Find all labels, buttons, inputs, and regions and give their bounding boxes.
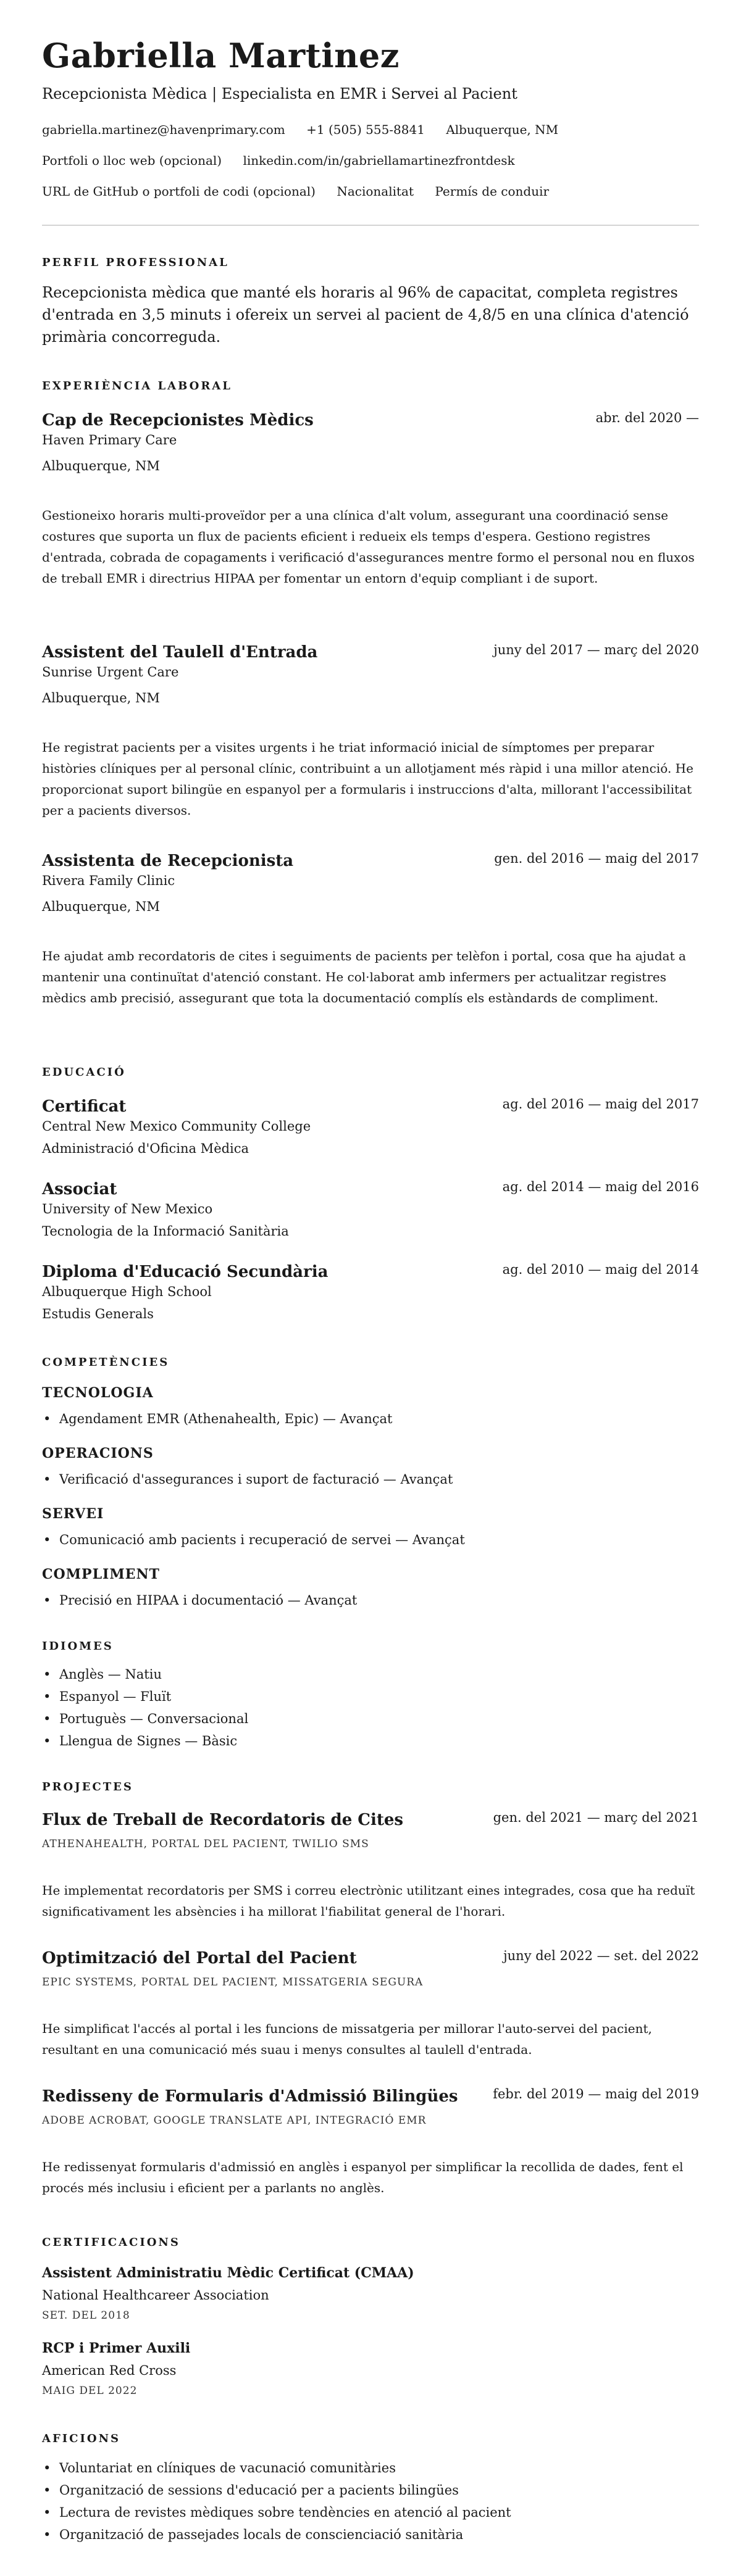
job-description: He ajudat amb recordatoris de cites i seguiments de pacients per telèfon i portal, cosa que ha ajudat a mantenir una continuïtat d'atenció constant. He col·laborat amb infermers per actualitzar registres mèdics amb precisió, assegurant que tota la documentació complís els estàndards de compliment. — [42, 949, 686, 1005]
cert-date: MAIG DEL 2022 — [42, 2385, 138, 2397]
skills-heading: COMPETÈNCIES — [42, 1356, 170, 1369]
education-degree: Certificat — [42, 1097, 127, 1116]
job-company: Rivera Family Clinic — [42, 873, 175, 888]
contact-row-2 — [42, 152, 532, 169]
project-tech: EPIC SYSTEMS, PORTAL DEL PACIENT, MISSATGERIA SEGURA — [42, 1976, 424, 1988]
job-title: Assistent del Taulell d'Entrada — [42, 643, 318, 662]
hobby-item: • Voluntariat en clíniques de vacunació comunitàries — [59, 2459, 396, 2477]
project-title: Flux de Treball de Recordatoris de Cites — [42, 1811, 404, 1829]
language-item: • Portuguès — Conversacional — [59, 1710, 248, 1728]
contact-row-1 — [42, 121, 576, 138]
profile-heading: PERFIL PROFESSIONAL — [42, 256, 229, 269]
portfolio-link[interactable]: Portfoli o lloc web (opcional) — [42, 153, 222, 168]
project-dates: juny del 2022 — set. del 2022 — [503, 1948, 699, 1963]
education-dates: ag. del 2010 — maig del 2014 — [502, 1262, 699, 1277]
education-dates: ag. del 2016 — maig del 2017 — [502, 1097, 699, 1111]
cert-issuer: American Red Cross — [42, 2363, 177, 2378]
project-title: Optimització del Portal del Pacient — [42, 1949, 357, 1967]
education-field: Estudis Generals — [42, 1307, 154, 1321]
skill-group-name: SERVEI — [42, 1506, 104, 1522]
hobby-item: • Organització de passejades locals de conscienciació sanitària — [59, 2525, 463, 2544]
phone-number: +1 (505) 555-8841 — [306, 122, 425, 137]
education-degree: Diploma d'Educació Secundària — [42, 1263, 329, 1281]
skill-group-name: TECNOLOGIA — [42, 1385, 154, 1401]
cert-title: RCP i Primer Auxili — [42, 2340, 191, 2356]
cert-date: SET. DEL 2018 — [42, 2309, 130, 2322]
education-heading: EDUCACIÓ — [42, 1066, 126, 1079]
job-dates: gen. del 2016 — maig del 2017 — [494, 851, 699, 866]
hobby-item: • Lectura de revistes mèdiques sobre tendències en atenció al pacient — [59, 2503, 511, 2522]
job-dates: abr. del 2020 — — [595, 410, 699, 425]
project-dates: gen. del 2021 — març del 2021 — [493, 1810, 699, 1825]
education-school: University of New Mexico — [42, 1202, 213, 1216]
license-text: Permís de conduir — [435, 184, 550, 199]
project-description: He redissenyat formularis d'admissió en anglès i espanyol per simplificar la recollida de dades, fent el procés més inclusiu i eficient per a parlants no anglès. — [42, 2159, 684, 2195]
hobby-item: • Organització de sessions d'educació per a pacients bilingües — [59, 2481, 459, 2499]
languages-heading: IDIOMES — [42, 1640, 114, 1653]
skill-item: • Verificació d'assegurances i suport de facturació — Avançat — [59, 1470, 453, 1489]
skill-group-name: OPERACIONS — [42, 1445, 154, 1461]
education-field: Administració d'Oficina Mèdica — [42, 1141, 249, 1156]
hobbies-heading: AFICIONS — [42, 2432, 121, 2445]
language-item: • Espanyol — Fluït — [59, 1687, 171, 1706]
skill-item: • Precisió en HIPAA i documentació — Avançat — [59, 1591, 357, 1610]
project-tech: ADOBE ACROBAT, GOOGLE TRANSLATE API, INTEGRACIÓ EMR — [42, 2114, 427, 2127]
education-dates: ag. del 2014 — maig del 2016 — [502, 1179, 699, 1194]
contact-row-3 — [42, 183, 566, 200]
project-description: He simplificat l'accés al portal i les funcions de missatgeria per millorar l'auto-servei del pacient, resultant en una comunicació més suau i menys consultes al taulell d'entrada. — [42, 2021, 652, 2057]
project-title: Redisseny de Formularis d'Admissió Bilingües — [42, 2087, 458, 2106]
job-location: Albuquerque, NM — [42, 459, 160, 473]
email-link[interactable]: gabriella.martinez@havenprimary.com — [42, 122, 285, 137]
job-title: Assistenta de Recepcionista — [42, 852, 294, 870]
project-tech: ATHENAHEALTH, PORTAL DEL PACIENT, TWILIO SMS — [42, 1838, 369, 1850]
cert-title: Assistent Administratiu Mèdic Certificat (CMAA) — [42, 2265, 414, 2281]
projects-heading: PROJECTES — [42, 1780, 133, 1793]
experience-heading: EXPERIÈNCIA LABORAL — [42, 380, 232, 393]
education-school: Albuquerque High School — [42, 1284, 212, 1299]
github-link[interactable]: URL de GitHub o portfoli de codi (opcional) — [42, 184, 316, 199]
language-item: • Llengua de Signes — Bàsic — [59, 1732, 237, 1750]
header-divider — [42, 225, 699, 226]
job-description: He registrat pacients per a visites urgents i he triat informació inicial de símptomes per preparar històries clíniques per al personal clínic, contribuint a un allotjament més ràpid i una millor atenció. He proporcionat suport bilingüe en espanyol per a formularis i instruccions d'alta, millorant l'accessibilitat per a pacients diversos. — [42, 740, 693, 818]
cert-issuer: National Healthcareer Association — [42, 2288, 269, 2303]
job-dates: juny del 2017 — març del 2020 — [493, 642, 699, 657]
job-location: Albuquerque, NM — [42, 899, 160, 914]
candidate-subtitle: Recepcionista Mèdica | Especialista en EMR i Servei al Pacient — [42, 85, 517, 102]
language-item: • Anglès — Natiu — [59, 1665, 162, 1684]
certifications-heading: CERTIFICACIONS — [42, 2236, 180, 2249]
skill-item: • Comunicació amb pacients i recuperació de servei — Avançat — [59, 1531, 465, 1549]
education-field: Tecnologia de la Informació Sanitària — [42, 1224, 289, 1239]
skill-group-name: COMPLIMENT — [42, 1566, 160, 1582]
job-company: Haven Primary Care — [42, 433, 177, 447]
project-dates: febr. del 2019 — maig del 2019 — [493, 2087, 699, 2101]
linkedin-link[interactable]: linkedin.com/in/gabriellamartinezfrontdesk — [243, 153, 515, 168]
project-description: He implementat recordatoris per SMS i correu electrònic utilitzant eines integrades, cosa que ha reduït significativament les absències i ha millorat l'fiabilitat general de l'horari. — [42, 1883, 695, 1919]
job-company: Sunrise Urgent Care — [42, 665, 179, 679]
nationality-text: Nacionalitat — [337, 184, 414, 199]
candidate-name: Gabriella Martinez — [42, 36, 400, 75]
profile-summary: Recepcionista mèdica que manté els horaris al 96% de capacitat, completa registres d'entrada en 3,5 minuts i ofereix un servei al pacient de 4,8/5 en una clínica d'atenció primària concorreguda. — [42, 284, 689, 346]
job-description: Gestioneixo horaris multi-proveïdor per a una clínica d'alt volum, assegurant una coordinació sense costures que suporta un flux de pacients eficient i redueix els temps d'espera. Gestiono registres d'entrada, cobrada de copagaments i verificació d'assegurances mentre formo el personal nou en fluxos de treball EMR i directrius HIPAA per fomentar un entorn d'equip compliant i de suport. — [42, 508, 695, 586]
education-degree: Associat — [42, 1180, 117, 1199]
job-location: Albuquerque, NM — [42, 691, 160, 705]
job-title: Cap de Recepcionistes Mèdics — [42, 411, 314, 430]
education-school: Central New Mexico Community College — [42, 1119, 311, 1134]
skill-item: • Agendament EMR (Athenahealth, Epic) — Avançat — [59, 1410, 393, 1428]
location-text: Albuquerque, NM — [446, 122, 559, 137]
